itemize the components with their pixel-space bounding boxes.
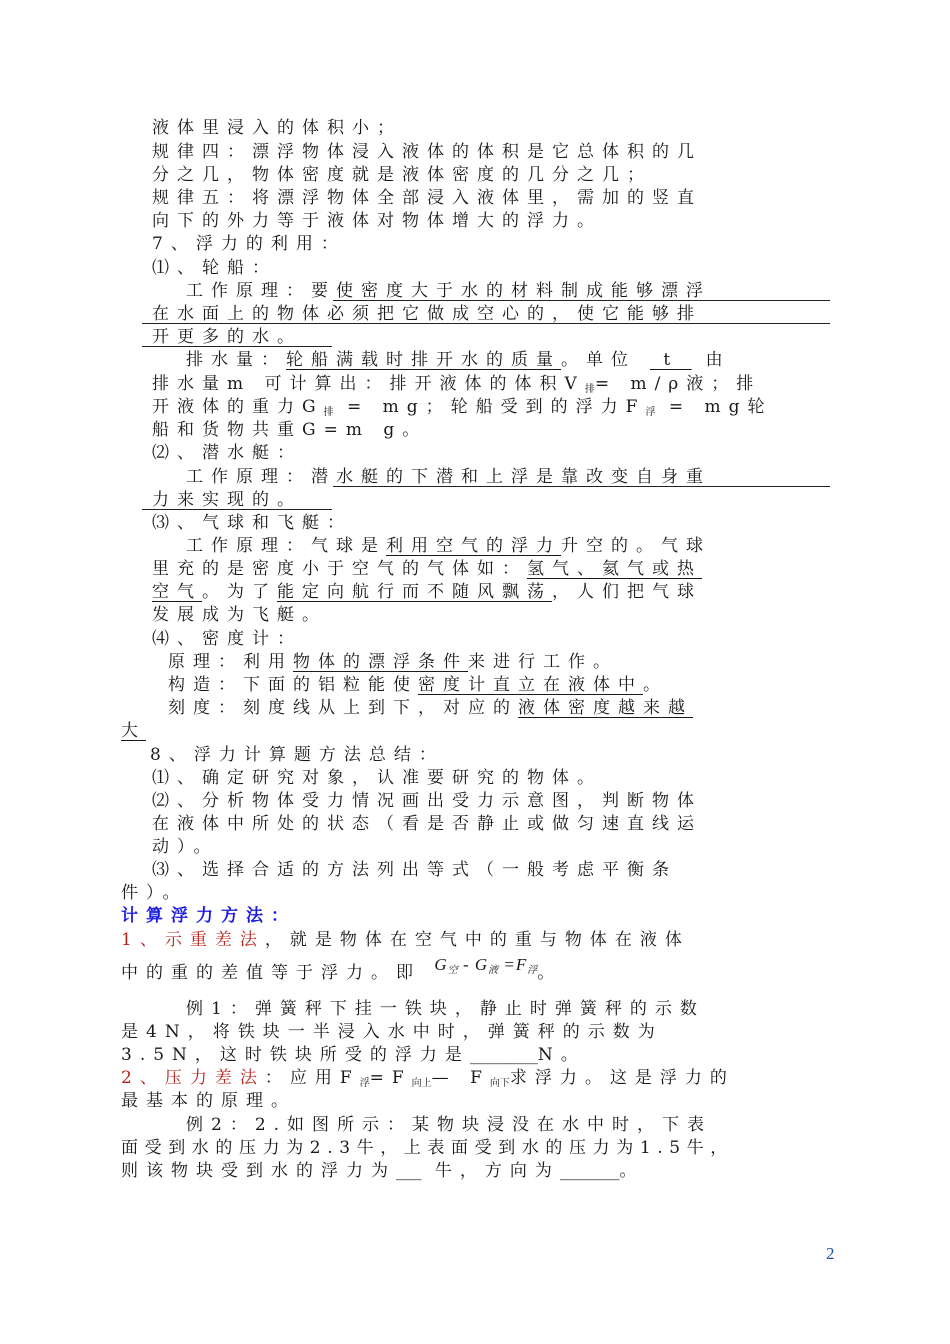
text-line (186, 348, 950, 372)
answer-text: 轮船满载时排开水的质量 (286, 350, 561, 370)
text-line: ⑴、确定研究对象，认准要研究的物体。 (152, 768, 602, 788)
text-line: 规律四：漂浮物体浸入液体的体积是它总体积的几 (152, 142, 702, 162)
answer-text: 潜水艇的下潜和上浮是靠改变自身重 (311, 467, 711, 487)
answer-blank[interactable]: _______ (559, 1161, 620, 1181)
example-line: 面受到水的压力为2.3牛，上表面受到水的压力为1.5牛， (121, 1138, 734, 1158)
text-line: 空气。为了能定向航行而不随风飘荡，人们把气球 (152, 582, 702, 602)
example-line: 是4N，将铁块一半浸入水中时，弹簧秤的示数为 (121, 1022, 663, 1042)
text-line: 开更多的水。 (152, 327, 302, 347)
text-line: 在液体中所处的状态（看是否静止或做匀速直线运 (152, 814, 702, 834)
text-line: 原理：利用物体的漂浮条件来进行工作。 (168, 652, 618, 672)
text-line: 排水量m 可计算出：排开液体的体积$V_排= m/\rho$液；排 (152, 374, 762, 395)
example-line: 例2：2.如图所示：某物块浸没在水中时，下表 (186, 1115, 713, 1135)
subheading-hydrometer: ⑷、密度计： (152, 629, 302, 649)
text-line: 规律五：将漂浮物体全部浸入液体里，需加的竖直 (152, 188, 702, 208)
text-line: 在水面上的物体必须把它做成空心的，使它能够排 (152, 304, 702, 324)
text-line: 中的重的差值等于浮力。即 $G_空 - G_液 =F_浮$。 (121, 955, 563, 983)
method-heading: 计算浮力方法： (121, 906, 296, 926)
method-name: 1、示重差法 (121, 930, 265, 950)
text-line: ⑶、选择合适的方法列出等式（一般考虑平衡条 (152, 860, 677, 880)
text-line: 向下的外力等于液体对物体增大的浮力。 (152, 211, 602, 231)
answer-underline (142, 323, 830, 324)
example-line: 例1：弹簧秤下挂一铁块，静止时弹簧秤的示数 (186, 999, 705, 1019)
answer-underline (333, 300, 830, 301)
text: 。单位 (561, 350, 636, 370)
text: 由 (705, 350, 731, 370)
answer-text: 能定向航行而不随风飘荡 (277, 582, 552, 602)
answer-blank[interactable]: ________ (469, 1045, 538, 1065)
answer-text: 物体的漂浮条件 (293, 652, 468, 672)
text-line: 分之几，物体密度就是液体密度的几分之几； (152, 165, 652, 185)
answer-text: 要使密度大于水的材料制成能够漂浮 (311, 281, 711, 301)
text-line: 里充的是密度小于空气的气体如：氢气、氦气或热 (152, 559, 702, 579)
answer-text: 利用空气的浮力 (386, 536, 561, 556)
text-line: 发展成为飞艇。 (152, 605, 327, 625)
formula: $G_空 - G_液 =F_浮$ (434, 955, 538, 976)
text-line: ⑵、分析物体受力情况画出受力示意图，判断物体 (152, 791, 702, 811)
text-line: 2、压力差法：应用$F_浮=F_{向上}—$ $F_{向下}$求浮力。这是浮力的 (121, 1068, 735, 1089)
text-line: 构造：下面的铝粒能使密度计直立在液体中。 (168, 675, 668, 695)
text-line: 1、示重差法，就是物体在空气中的重与物体在液体 (121, 930, 690, 950)
subheading-ship: ⑴、轮船： (152, 258, 277, 278)
answer-text: 液体密度越来越 (518, 698, 693, 718)
text-line: 船和货物共重G=m g。 (152, 420, 428, 440)
answer-text: 空气 (152, 582, 202, 602)
label: 排水量： (186, 350, 286, 370)
section-heading: 7、浮力的利用： (152, 234, 346, 254)
answer-text: 氢气、氦气或热 (527, 559, 702, 579)
answer-text: 大 (121, 721, 146, 741)
answer-text: 密度计直立在液体中 (418, 675, 643, 695)
example-line: 3.5N，这时铁块所受的浮力是________N。 (121, 1045, 586, 1065)
subheading-balloon: ⑶、气球和飞艇： (152, 513, 352, 533)
subheading-submarine: ⑵、潜水艇： (152, 443, 302, 463)
text-line: 开液体的重力$G_排$ = mg；轮船受到的浮力$F_浮$ = mg轮 (152, 397, 773, 418)
answer-unit: t (663, 350, 679, 370)
text-line: 工作原理：潜水艇的下潜和上浮是靠改变自身重 (186, 467, 711, 487)
text-line: 件）。 (121, 883, 188, 903)
page-number: 2 (826, 1244, 835, 1263)
text-line: 刻度：刻度线从上到下，对应的液体密度越来越 (168, 698, 693, 718)
text-line: 动）。 (152, 837, 219, 857)
answer-blank[interactable]: ___ (396, 1161, 422, 1181)
text-line: 工作原理：气球是利用空气的浮力升空的。气球 (186, 536, 711, 556)
answer-underline (333, 486, 830, 487)
text-line: 最基本的原理。 (121, 1091, 296, 1111)
example-line: 则该物块受到水的浮力为___ 牛，方向为_______。 (121, 1161, 645, 1181)
text-line: 力来实现的。 (152, 490, 302, 510)
text-line (121, 719, 950, 743)
method-name: 2、压力差法 (121, 1068, 265, 1088)
text-line: 液体里浸入的体积小； (152, 118, 402, 138)
answer-underline (142, 509, 332, 510)
answer-underline (142, 346, 332, 347)
label: 工作原理： (186, 281, 311, 301)
section-heading: 8、浮力计算题方法总结： (150, 745, 444, 765)
